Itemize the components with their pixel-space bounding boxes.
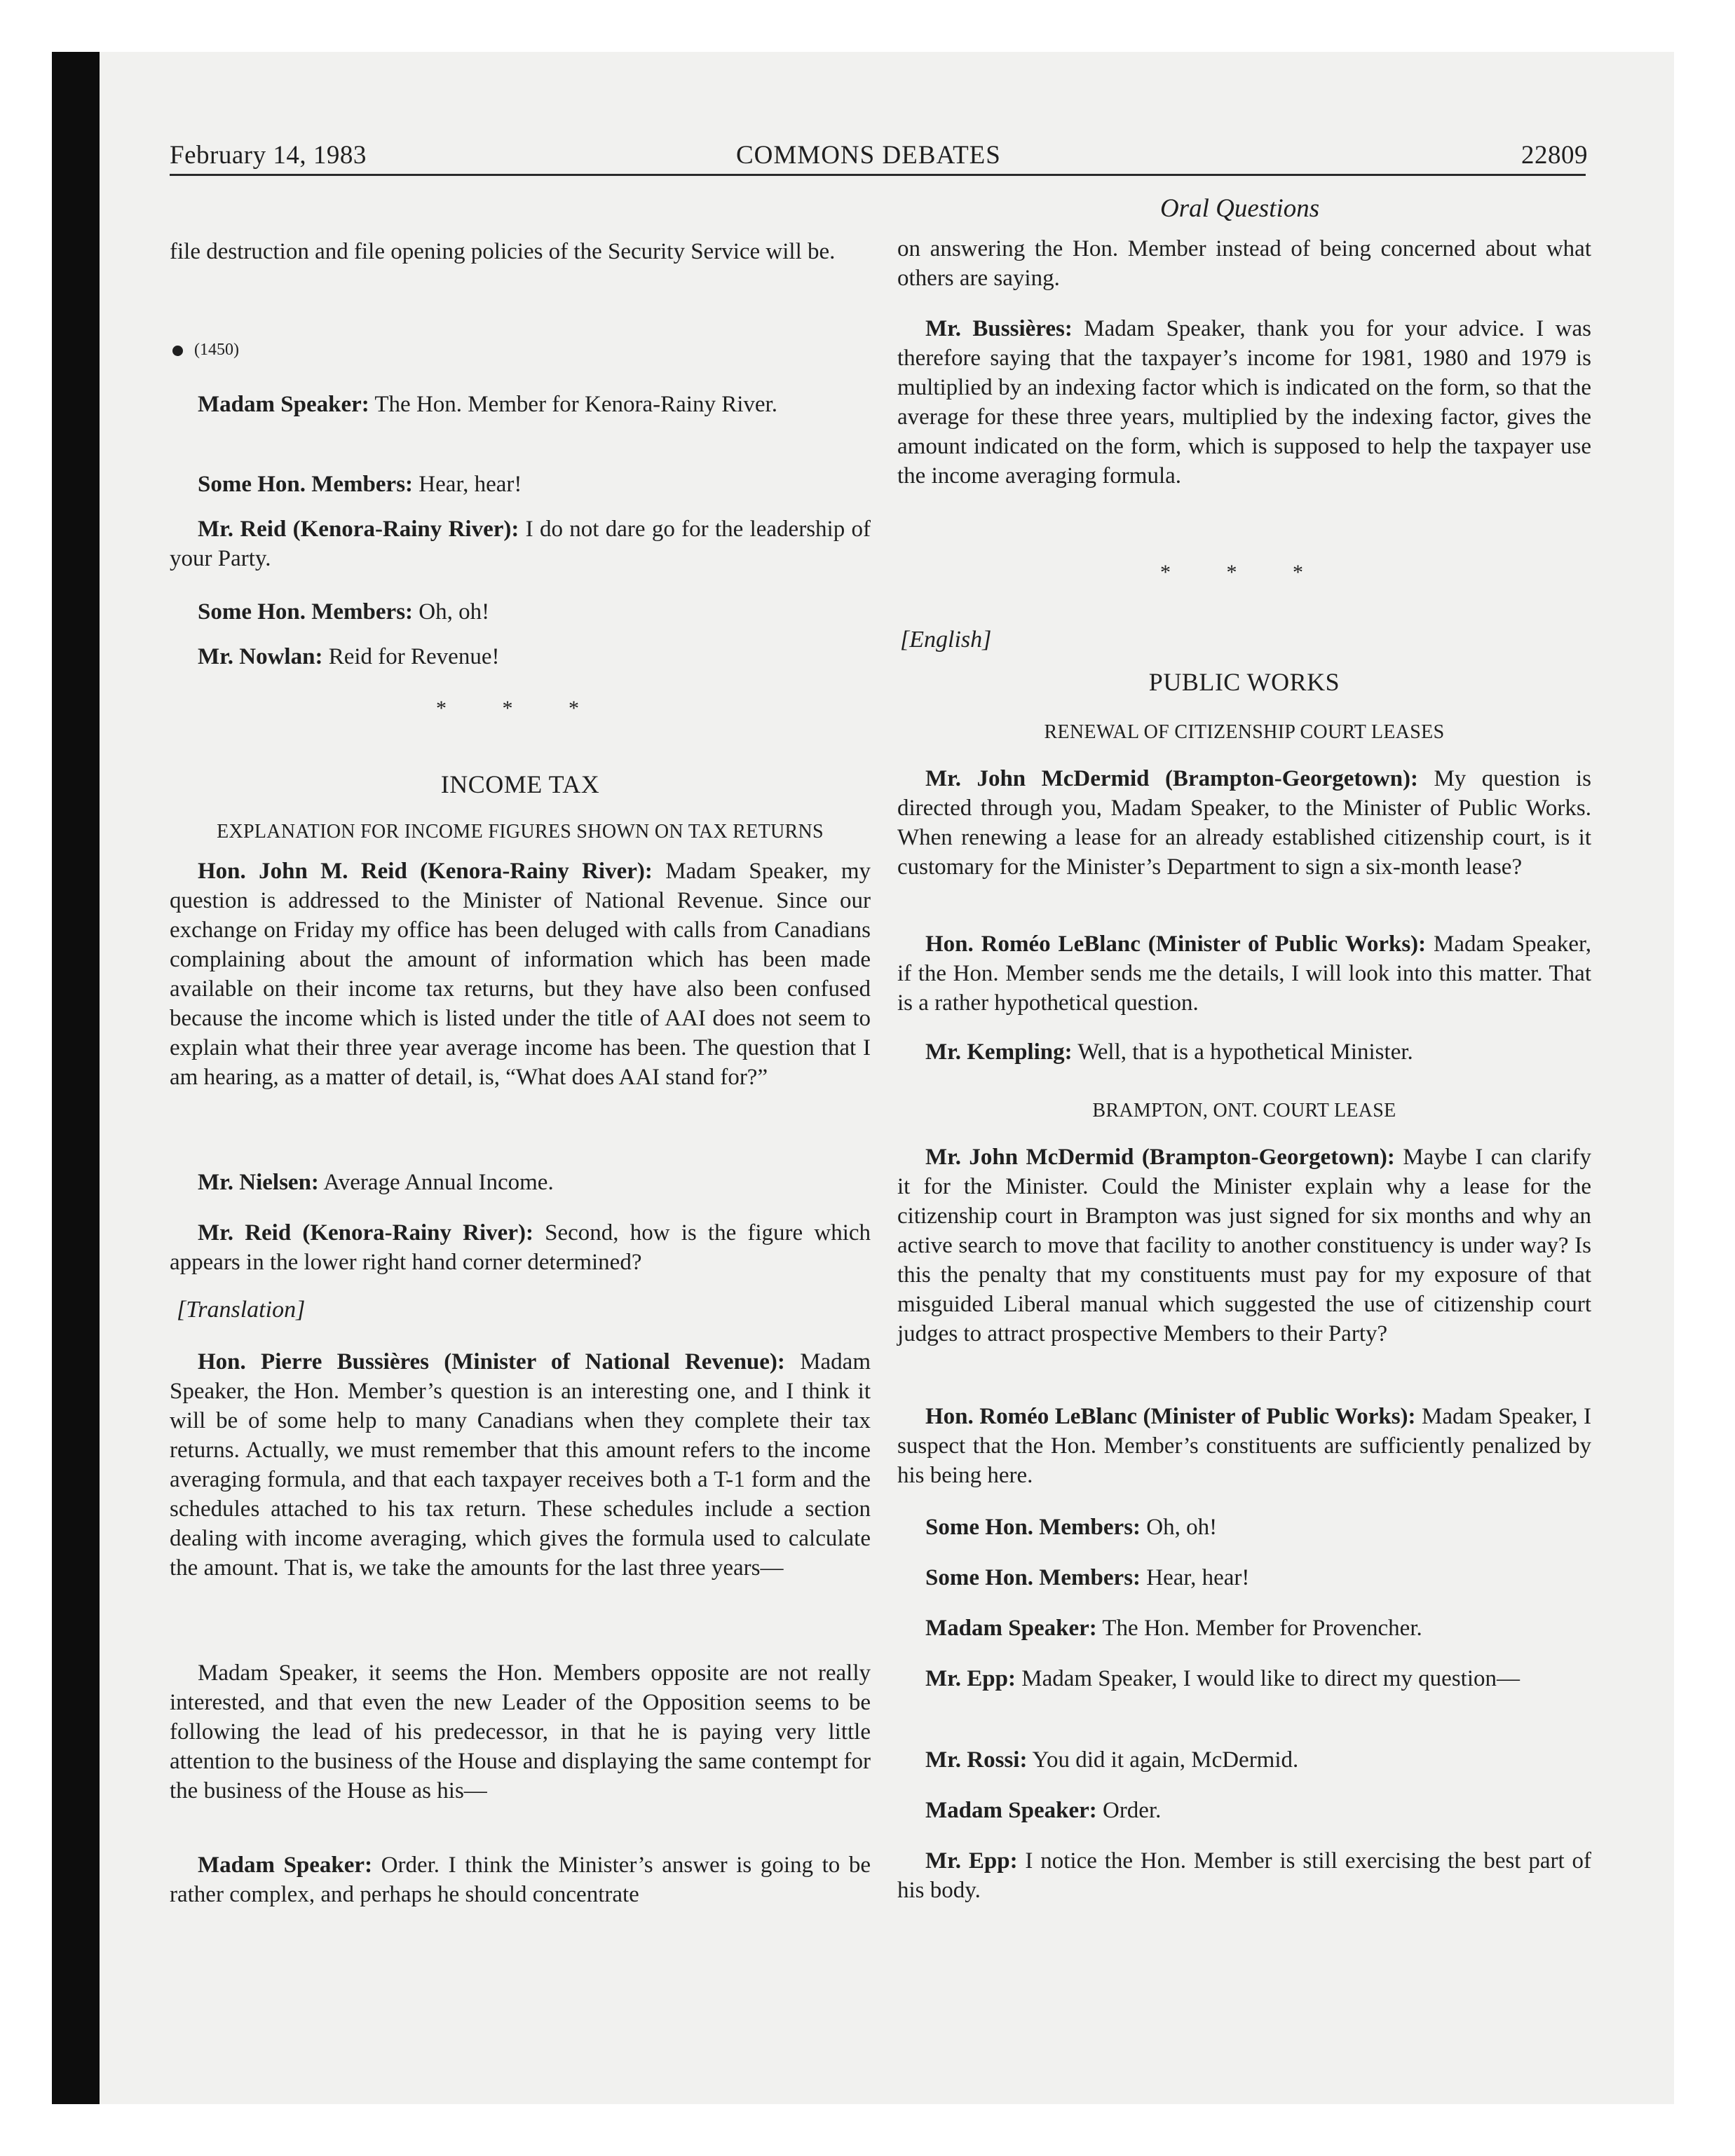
speaker-name: Some Hon. Members: [925,1515,1141,1540]
section-subheading: RENEWAL OF CITIZENSHIP COURT LEASES [1044,721,1445,743]
section-subheading: BRAMPTON, ONT. COURT LEASE [1092,1100,1396,1121]
speaker-name: Madam Speaker: [925,1616,1097,1641]
speech: Some Hon. Members: Oh, oh! [925,1515,1218,1540]
speaker-name: Madam Speaker: [198,1853,373,1878]
speech: Mr. Nowlan: Reid for Revenue! [198,644,500,669]
header-page-number: 22809 [1521,141,1588,170]
section-heading: INCOME TAX [440,770,600,798]
speaker-name: Mr. Epp: [925,1666,1016,1691]
speech: Hon. Pierre Bussières (Minister of National Revenue): Madam Speaker, the Hon. Member’s question is an interesting one, and I think it will be of some help to many Canadians when they complete their tax returns. Actually, we must remember that this amount refers to the income averaging formula, and that each taxpayer receives both a T-1 form and the schedules attached to his tax return. These schedules include a section dealing with income averaging, which gives the formula used to calculate the amount. That is, we take the amounts for the last three years— [170,1349,871,1581]
paragraph: Madam Speaker, it seems the Hon. Members opposite are not really interested, and that even the new Leader of the Opposition seems to be following the lead of his predecessor, in that he is paying very little attention to the business of the House and displaying the same contempt for the business of the House as his— [170,1660,871,1803]
speech: Some Hon. Members: Hear, hear! [925,1565,1250,1590]
speech: Madam Speaker: Order. [925,1798,1162,1823]
speaker-name: Some Hon. Members: [198,472,414,497]
speaker-name: Mr. Reid (Kenora-Rainy River): [198,517,519,542]
speaker-name: Madam Speaker: [925,1798,1097,1823]
section-separator: * * * [436,697,604,720]
section-heading: PUBLIC WORKS [1148,668,1340,696]
speaker-name: Hon. Roméo LeBlanc (Minister of Public Works): [925,932,1427,957]
speech: Mr. John McDermid (Brampton-Georgetown): My question is directed through you, Madam Speaker, to the Minister of Public Works. When renewing a lease for an already established citizenship court, is it customary for the Minister’s Department to sign a six-month lease? [897,766,1591,880]
header-title: COMMONS DEBATES [736,141,1001,170]
speech: Mr. Reid (Kenora-Rainy River): Second, how is the figure which appears in the lower right hand corner determined? [170,1220,871,1275]
speech: Madam Speaker: The Hon. Member for Provencher. [925,1616,1422,1641]
speaker-name: Mr. John McDermid (Brampton-Georgetown): [925,1145,1395,1170]
speech: Hon. Roméo LeBlanc (Minister of Public Works): Madam Speaker, if the Hon. Member sends me the details, I will look into this matter. That is a rather hypothetical question. [897,932,1591,1016]
language-marker: [Translation] [177,1297,306,1323]
speech: Hon. Roméo LeBlanc (Minister of Public Works): Madam Speaker, I suspect that the Hon. Member’s constituents are sufficiently penalized by his being here. [897,1404,1591,1488]
speaker-name: Mr. Reid (Kenora-Rainy River): [198,1220,533,1246]
speaker-name: Hon. John M. Reid (Kenora-Rainy River): [198,859,653,884]
scan-binding-edge [52,52,100,2104]
speech: Mr. Reid (Kenora-Rainy River): I do not dare go for the leadership of your Party. [170,517,871,571]
speech: Mr. Rossi: You did it again, McDermid. [925,1747,1299,1773]
running-head: Oral Questions [1160,194,1320,223]
speaker-name: Some Hon. Members: [198,599,414,625]
speech: Mr. John McDermid (Brampton-Georgetown): Maybe I can clarify it for the Minister. Could the Minister explain why a lease for the citizenship court in Brampton was just signed for six months and why an active search to move that facility to another constituency is under way? Is this the penalty that my constituents must pay for my exposure of that misguided Liberal manual which suggested the use of citizenship court judges to attract prospective Members to their Party? [897,1145,1591,1346]
speaker-name: Mr. Nowlan: [198,644,323,669]
speaker-name: Mr. Rossi: [925,1747,1028,1773]
speaker-name: Mr. John McDermid (Brampton-Georgetown): [925,766,1419,791]
paragraph: on answering the Hon. Member instead of being concerned about what others are saying. [897,236,1591,291]
speech: Mr. Bussières: Madam Speaker, thank you for your advice. I was therefore saying that the taxpayer’s income for 1981, 1980 and 1979 is multiplied by an indexing factor which is indicated on the form, so that the average for these three years, multiplied by the indexing factor, gives the amount indicated on the form, which is supposed to help the taxpayer use the income averaging formula. [897,316,1591,489]
time-marker: (1450) [172,335,239,364]
speaker-name: Mr. Epp: [925,1848,1018,1874]
section-separator: * * * [1160,561,1328,584]
header-date: February 14, 1983 [170,141,367,170]
speaker-name: Madam Speaker: [198,392,369,417]
header-rule [170,174,1586,176]
speech: Madam Speaker: The Hon. Member for Kenora-Rainy River. [198,392,777,417]
speech: Some Hon. Members: Hear, hear! [198,472,522,497]
speaker-name: Hon. Pierre Bussières (Minister of National Revenue): [198,1349,785,1374]
paragraph: file destruction and file opening policies of the Security Service will be. [170,239,836,264]
speaker-name: Mr. Kempling: [925,1039,1073,1065]
speech: Mr. Epp: I notice the Hon. Member is still exercising the best part of his body. [897,1848,1591,1903]
speech: Some Hon. Members: Oh, oh! [198,599,490,625]
speaker-name: Mr. Nielsen: [198,1170,319,1195]
speech: Mr. Epp: Madam Speaker, I would like to direct my question— [925,1666,1520,1691]
speech: Mr. Kempling: Well, that is a hypothetical Minister. [925,1039,1413,1065]
speech: Madam Speaker: Order. I think the Minister’s answer is going to be rather complex, and perhaps he should concentrate [170,1853,871,1907]
speaker-name: Mr. Bussières: [925,316,1073,341]
speech: Mr. Nielsen: Average Annual Income. [198,1170,554,1195]
section-subheading: EXPLANATION FOR INCOME FIGURES SHOWN ON TAX RETURNS [217,821,824,842]
speaker-name: Hon. Roméo LeBlanc (Minister of Public Works): [925,1404,1416,1429]
language-marker: [English] [900,627,992,653]
bullet-icon [172,346,183,356]
speaker-name: Some Hon. Members: [925,1565,1141,1590]
speech: Hon. John M. Reid (Kenora-Rainy River): Madam Speaker, my question is addressed to the Minister of National Revenue. Since our exchange on Friday my office has been deluged with calls from Canadians complaining about the amount of information which has been made available on their income tax returns, but they have also been confused because the income which is listed under the title of AAI does not seem to explain what their three year average income has been. The question that I am hearing, as a matter of detail, is, “What does AAI stand for?” [170,859,871,1090]
